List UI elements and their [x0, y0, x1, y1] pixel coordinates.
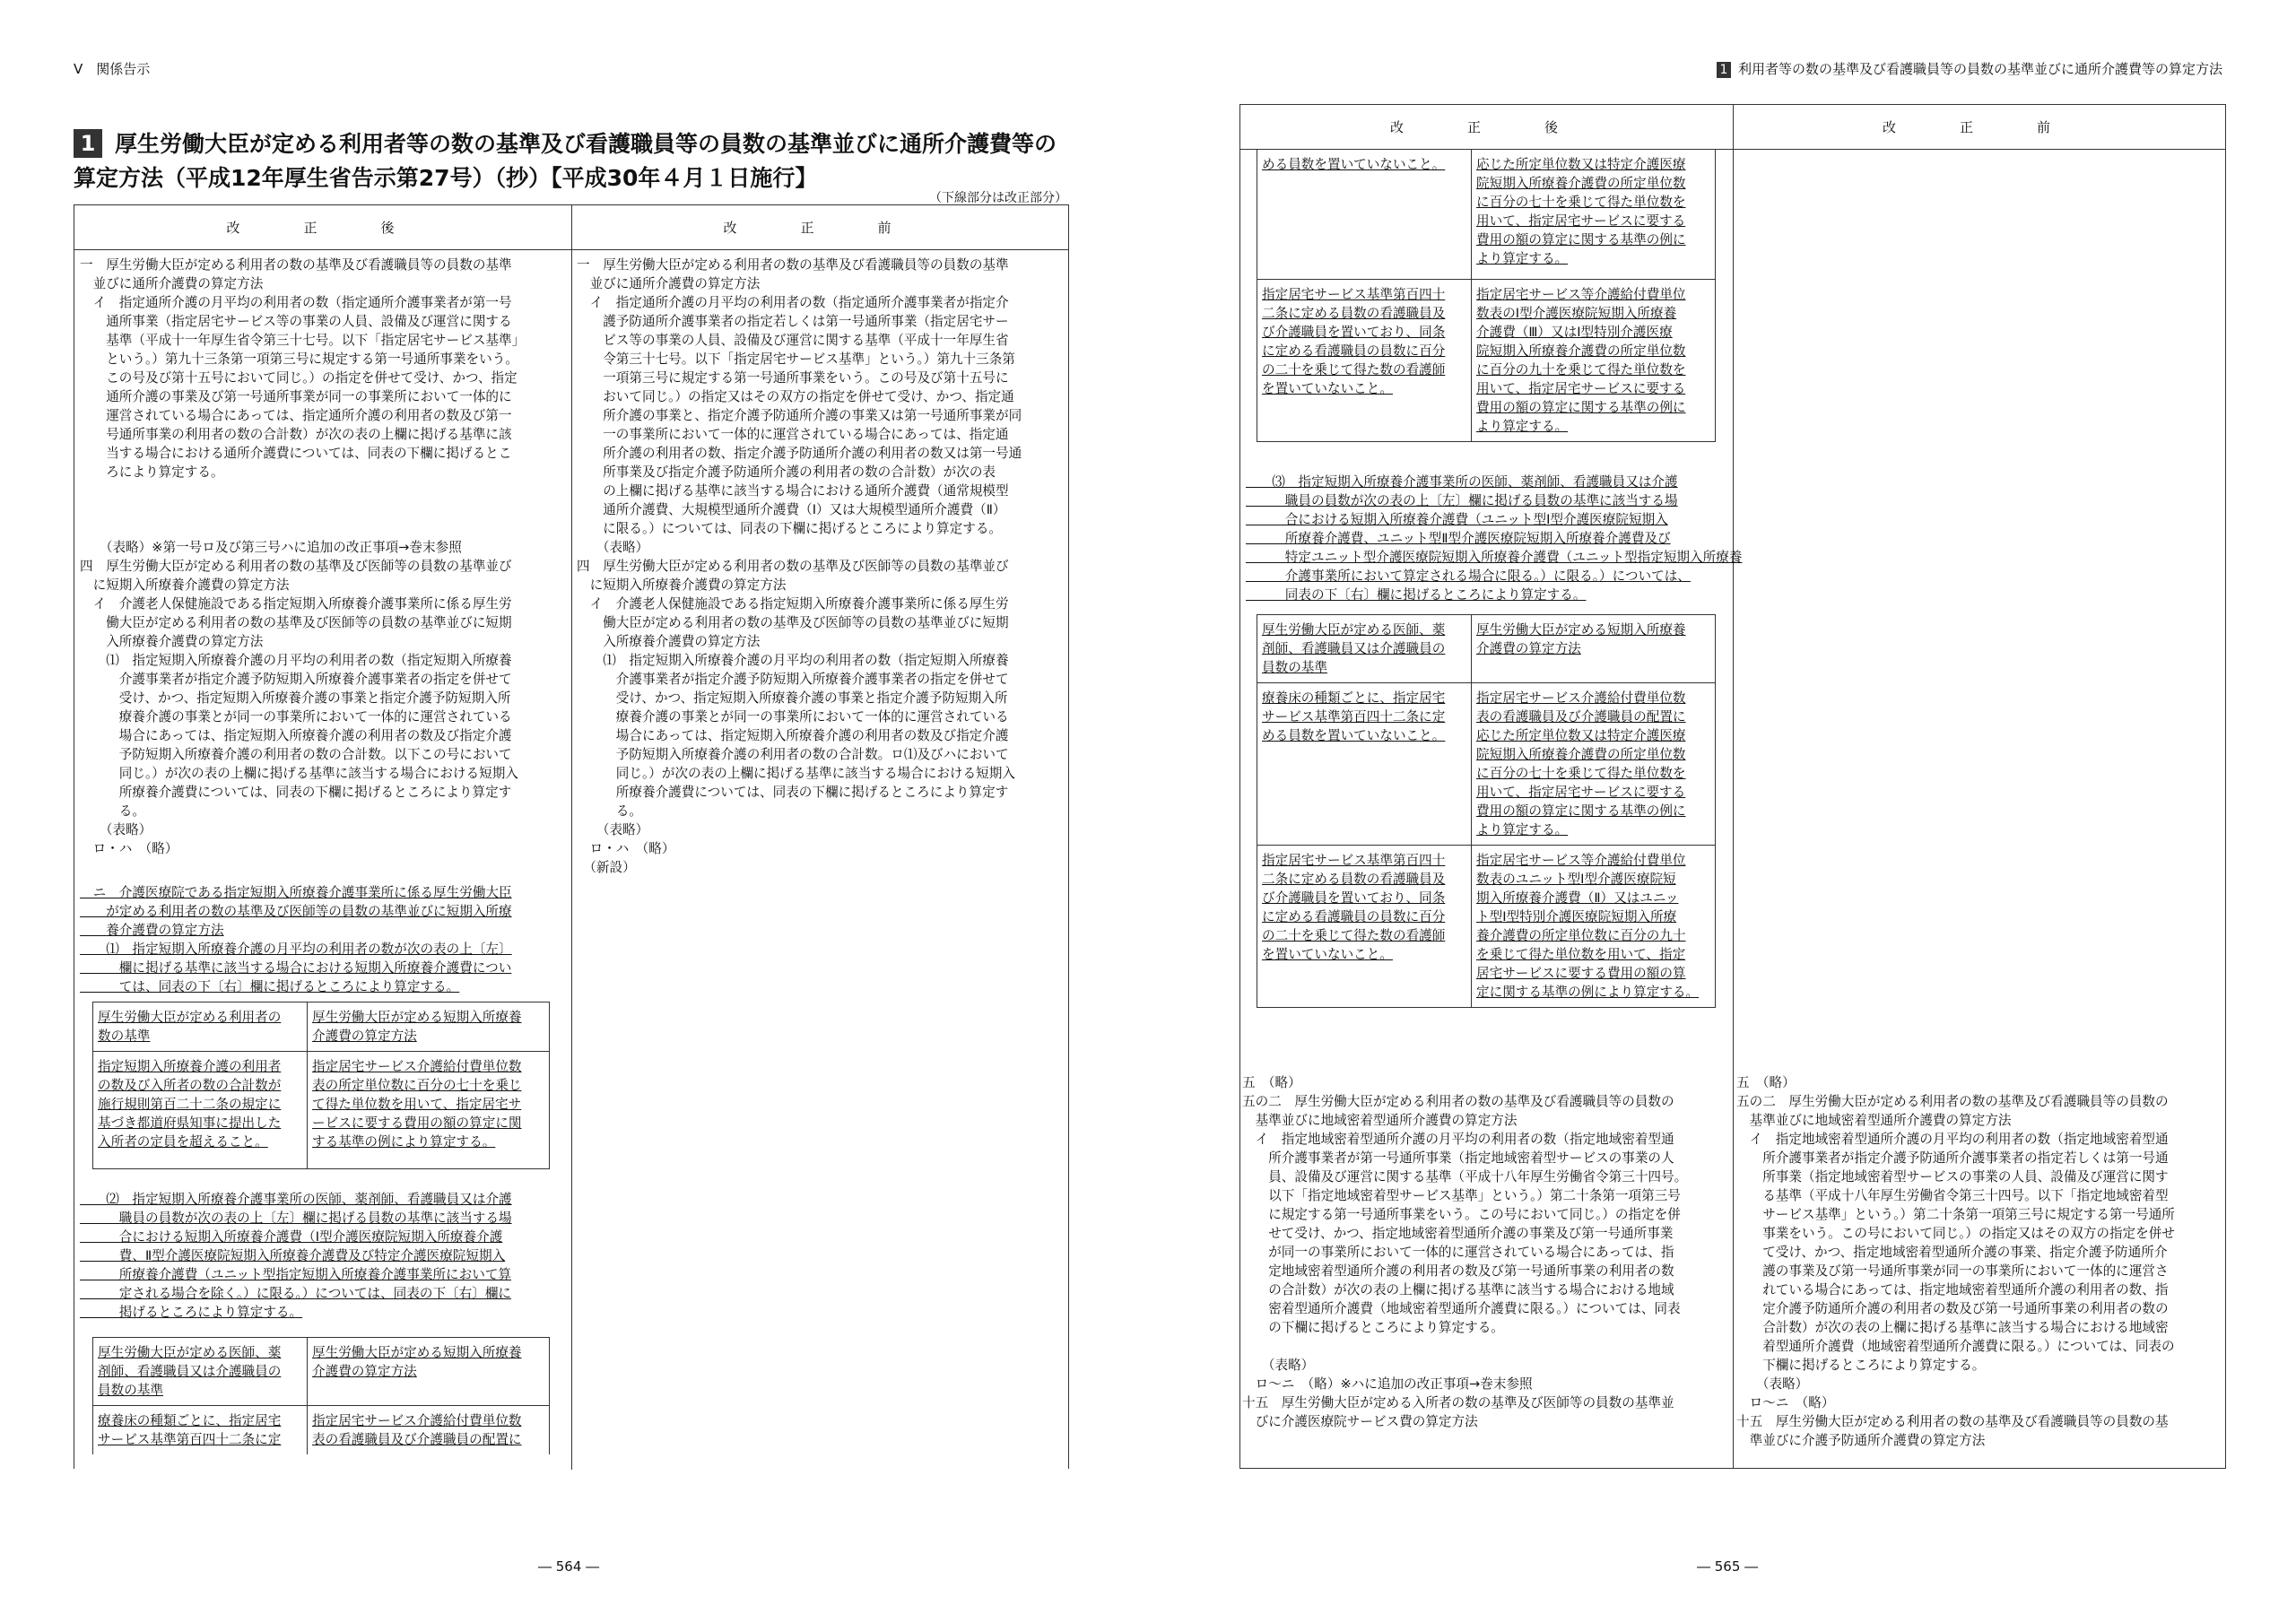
table-cell: 厚生労働大臣が定める短期入所療養 介護費の算定方法 [308, 1338, 550, 1406]
table-cell: める員数を置いていないこと。 [1257, 150, 1472, 280]
table-cell: 厚生労働大臣が定める医師、薬 剤師、看護職員又は介護職員の 員数の基準 [93, 1338, 308, 1406]
col-header-before: 改 正 前 [1733, 105, 2225, 150]
after-table-continued [1257, 150, 1716, 442]
running-header-right [1711, 59, 2222, 78]
table-cell: 指定居宅サービス基準第百四十 二条に定める員数の看護職員及 び介護職員を置いており、同条 に定める看護職員の員数に百分 の二十を乗じて得た数の看護師 を置いていないこと。 [1257, 280, 1472, 442]
table-cell: 指定居宅サービス介護給付費単位数 表の所定単位数に百分の七十を乗じ て得た単位数を用いて、指定居宅サ ービスに要する費用の額の算定に関 する基準の例により算定する。 [308, 1052, 550, 1169]
table-cell: 指定居宅サービス介護給付費単位数 表の看護職員及び介護職員の配置に [308, 1406, 550, 1455]
table-cell: 厚生労働大臣が定める短期入所療養 介護費の算定方法 [308, 1002, 550, 1052]
after-text-3: ⑵ 指定短期入所療養介護事業所の医師、薬剤師、看護職員又は介護 職員の員数が次の表の上〔左〕欄に掲げる員数の基準に該当する場 合における短期入所療養介護費（Ⅰ型介護医療院短期入所療養介護 費、Ⅱ型介護医療院短期入所療養介護費及び特定介護医療院短期入 所療養介護費（ユニット型指定短期入所療養介護事業所において算 定される場合を除く。）に限る。）については、同表の下〔右〕欄に 掲げるところにより算定する。 [106, 1192, 512, 1320]
table-cell: 指定居宅サービス等介護給付費単位 数表のⅠ型介護医療院短期入所療養 介護費（Ⅲ）又はⅠ型特別介護医療 院短期入所療養介護費の所定単位数 に百分の九十を乗じて得た単位数を 用いて、指定居宅サービスに要する 費用の額の算定に関する基準の例に より算定する。 [1472, 280, 1716, 442]
table-cell: 厚生労働大臣が定める医師、薬 剤師、看護職員又は介護職員の 員数の基準 [1257, 615, 1472, 683]
table-cell: 指定短期入所療養介護の利用者 の数及び入所者の数の合計数が 施行規則第百二十二条の規定に 基づき都道府県知事に提出した 入所者の定員を超えること。 [93, 1052, 308, 1169]
after-text-bottom: 五 （略） 五の二 厚生労働大臣が定める利用者の数の基準及び看護職員等の員数の 基準並びに地域密着型通所介護費の算定方法 イ 指定地域密着型通所介護の月平均の利用者の数（指定地域密着型通 所介護事業者が第一号通所事業（指定地域密着型サービスの事業の人 員、設備及び運営に関する基準（平成十八年厚生労働省令第三十四号。 以下「指定地域密着型サービス基準」という。）第二十条第一項第三号 に規定する第一号通所事業をいう。この号において同じ。）の指定を併 せて受け、かつ、指定地域密着型通所介護の事業及び第一号通所事業 が同一の事業所において一体的に運営されている場合にあっては、指 定地域密着型通所介護の利用者の数及び第一号通所事業の利用者の数 の合計数）が次の表の上欄に掲げる基準に該当する場合における地域 密着型通所介護費（地域密着型通所介護費に限る。）については、同表 の下欄に掲げるところにより算定する。 （表略） ロ～ニ （略）※ハに追加の改正事項→巻末参照 十五 厚生労働大臣が定める入所者の数の基準及び医師等の員数の基準並 びに介護医療院サービス費の算定方法 [1242, 1075, 1688, 1429]
document-title [74, 127, 1069, 195]
after-text-1: 一 厚生労働大臣が定める利用者の数の基準及び看護職員等の員数の基準 並びに通所介護費の算定方法 イ 指定通所介護の月平均の利用者の数（指定通所介護事業者が第一号 通所事業（指定居宅サービス等の事業の人員、設備及び運営に関する 基準（平成十一年厚生省令第三十七号。以下「指定居宅サービス基準」 という。）第九十三条第一項第三号に規定する第一号通所事業をいう。 この号及び第十五号において同じ。）の指定を併せて受け、かつ、指定 通所介護の事業及び第一号通所事業が同一の事業所において一体的に 運営されている場合にあっては、指定通所介護の利用者の数及び第一 号通所事業の利用者の数の合計数）が次の表の上欄に掲げる基準に該 当する場合における通所介護費については、同表の下欄に掲げるとこ ろにより算定する。 （表略）※第一号ロ及び第三号ハに追加の改正事項→巻末参照 四 厚生労働大臣が定める利用者の数の基準及び医師等の員数の基準並び に短期入所療養介護費の算定方法 イ 介護老人保健施設である指定短期入所療養介護事業所に係る厚生労 働大臣が定める利用者の数の基準及び医師等の員数の基準並びに短期 入所療養介護費の算定方法 ⑴ 指定短期入所療養介護の月平均の利用者の数（指定短期入所療養 介護事業者が指定介護予防短期入所療養介護事業者の指定を併せて 受け、かつ、指定短期入所療養介護の事業と指定介護予防短期入所 療養介護の事業とが同一の事業所において一体的に運営されている 場合にあっては、指定短期入所療養介護の利用者の数及び指定介護 予防短期入所療養介護の利用者の数の合計数。以下この号において 同じ。）が次の表の上欄に掲げる基準に該当する場合における短期入 所療養介護費については、同表の下欄に掲げるところにより算定す る。 （表略） ロ・ハ （略） [80, 257, 526, 856]
after-text-item-3: ⑶ 指定短期入所療養介護事業所の医師、薬剤師、看護職員又は介護 職員の員数が次の表の上〔左〕欄に掲げる員数の基準に該当する場 合における短期入所療養介護費（ユニット型Ⅰ型介護医療院短期入 所療養介護費、ユニット型Ⅱ型介護医療院短期入所療養介護費及び 特定ユニット型介護医療院短期入所療養介護費（ユニット型指定短期入所療養 介護事業所において算定される場合に限る。）に限る。）については、 同表の下〔右〕欄に掲げるところにより算定する。 [1272, 474, 1743, 603]
section-number-badge-small: 1 [1717, 62, 1731, 78]
table-cell: 厚生労働大臣が定める短期入所療養 介護費の算定方法 [1472, 615, 1716, 683]
after-text-2: ニ 介護医療院である指定短期入所療養介護事業所に係る厚生労働大臣 が定める利用者の数の基準及び医師等の員数の基準並びに短期入所療 養介護費の算定方法 ⑴ 指定短期入所療養介護の月平均の利用者の数が次の表の上〔左〕 欄に掲げる基準に該当する場合における短期入所療養介護費につい ては、同表の下〔右〕欄に掲げるところにより算定する。 [92, 885, 512, 994]
underline-note: （下線部分は改正部分） [929, 191, 1067, 205]
before-text-1: 一 厚生労働大臣が定める利用者の数の基準及び看護職員等の員数の基準 並びに通所介護費の算定方法 イ 指定通所介護の月平均の利用者の数（指定通所介護事業者が指定介 護予防通所介護事業者の指定若しくは第一号通所事業（指定居宅サー ビス等の事業の人員、設備及び運営に関する基準（平成十一年厚生省 令第三十七号。以下「指定居宅サービス基準」という。）第九十三条第 一項第三号に規定する第一号通所事業をいう。この号及び第十五号に おいて同じ。）の指定又はその双方の指定を併せて受け、かつ、指定通 所介護の事業と、指定介護予防通所介護の事業又は第一号通所事業が同 一の事業所において一体的に運営されている場合にあっては、指定通 所介護の利用者の数、指定介護予防通所介護の利用者の数又は第一号通 所事業及び指定介護予防通所介護の利用者の数の合計数）が次の表 の上欄に掲げる基準に該当する場合における通所介護費（通常規模型 通所介護費、大規模型通所介護費（Ⅰ）又は大規模型通所介護費（Ⅱ） に限る。）については、同表の下欄に掲げるところにより算定する。 （表略） 四 厚生労働大臣が定める利用者の数の基準及び医師等の員数の基準並び に短期入所療養介護費の算定方法 イ 介護老人保健施設である指定短期入所療養介護事業所に係る厚生労 働大臣が定める利用者の数の基準及び医師等の員数の基準並びに短期 入所療養介護費の算定方法 ⑴ 指定短期入所療養介護の月平均の利用者の数（指定短期入所療養 介護事業者が指定介護予防短期入所療養介護事業者の指定を併せて 受け、かつ、指定短期入所療養介護の事業と指定介護予防短期入所 療養介護の事業とが同一の事業所において一体的に運営されている 場合にあっては、指定短期入所療養介護の利用者の数及び指定介護 予防短期入所療養介護の利用者の数の合計数。ロ⑴及びハにおいて 同じ。）が次の表の上欄に掲げる基準に該当する場合における短期入 所療養介護費については、同表の下欄に掲げるところにより算定す る。 （表略） ロ・ハ （略） （新設） [577, 257, 1022, 875]
table-cell: 療養床の種類ごとに、指定居宅 サービス基準第百四十二条に定 める員数を置いていないこと。 [1257, 683, 1472, 846]
after-table-3 [1257, 614, 1716, 1008]
table-cell: 厚生労働大臣が定める利用者の 数の基準 [93, 1002, 308, 1052]
running-header-text: 利用者等の数の基準及び看護職員等の員数の基準並びに通所介護費等の算定方法 [1737, 61, 2222, 77]
comparison-table-left [74, 204, 1069, 1469]
table-cell: 応じた所定単位数又は特定介護医療 院短期入所療養介護費の所定単位数 に百分の七十を乗じて得た単位数を 用いて、指定居宅サービスに要する 費用の額の算定に関する基準の例に より算定する。 [1472, 150, 1716, 280]
before-text-bottom: 五 （略） 五の二 厚生労働大臣が定める利用者の数の基準及び看護職員等の員数の 基準並びに地域密着型通所介護費の算定方法 イ 指定地域密着型通所介護の月平均の利用者の数（指定地域密着型通 所介護事業者が指定介護予防通所介護事業者の指定若しくは第一号通 所事業（指定地域密着型サービスの事業の人員、設備及び運営に関す る基準（平成十八年厚生労働省令第三十四号。以下「指定地域密着型 サービス基準」という。）第二十条第一項第三号に規定する第一号通所 事業をいう。この号において同じ。）の指定又はその双方の指定を併せ て受け、かつ、指定地域密着型通所介護の事業、指定介護予防通所介 護の事業及び第一号通所事業が同一の事業所において一体的に運営さ れている場合にあっては、指定地域密着型通所介護の利用者の数、指 定介護予防通所介護の利用者の数及び第一号通所事業の利用者の数の 合計数）が次の表の上欄に掲げる基準に該当する場合における地域密 着型通所介護費（地域密着型通所介護費に限る。）については、同表の 下欄に掲げるところにより算定する。 （表略） ロ～ニ （略） 十五 厚生労働大臣が定める利用者の数の基準及び看護職員等の員数の基 準並びに介護予防通所介護費の算定方法 [1736, 1075, 2175, 1448]
comparison-table-right [1239, 104, 2226, 1469]
after-table-2 [92, 1337, 550, 1454]
table-cell: 指定居宅サービス基準第百四十 二条に定める員数の看護職員及 び介護職員を置いており、同条 に定める看護職員の員数に百分 の二十を乗じて得た数の看護師 を置いていないこと。 [1257, 846, 1472, 1008]
section-number-badge: 1 [74, 129, 102, 158]
table-cell: 療養床の種類ごとに、指定居宅 サービス基準第百四十二条に定 [93, 1406, 308, 1455]
table-cell: 指定居宅サービス等介護給付費単位 数表のユニット型Ⅰ型介護医療院短 期入所療養介護費（Ⅱ）又はユニッ ト型Ⅰ型特別介護医療院短期入所療 養介護費の所定単位数に百分の九十 を乗じて得た単位数を用いて、指定 居宅サービスに要する費用の額の算 定に関する基準の例により算定する。 [1472, 846, 1716, 1008]
running-header-left: Ⅴ 関係告示 [74, 61, 151, 77]
col-header-after: 改 正 後 [1240, 105, 1733, 150]
title-line-1: 厚生労働大臣が定める利用者等の数の基準及び看護職員等の員数の基準並びに通所介護費等の [115, 131, 1057, 157]
title-line-2: 算定方法（平成12年厚生省告示第27号）（抄）【平成30年４月１日施行】 [74, 165, 818, 191]
col-header-before: 改 正 前 [571, 205, 1068, 250]
table-cell: 指定居宅サービス介護給付費単位数 表の看護職員及び介護職員の配置に 応じた所定単位数又は特定介護医療 院短期入所療養介護費の所定単位数 に百分の七十を乗じて得た単位数を 用いて、指定居宅サービスに要する 費用の額の算定に関する基準の例に より算定する。 [1472, 683, 1716, 846]
col-header-after: 改 正 後 [74, 205, 571, 250]
page-number-left: ― 564 ― [538, 1558, 600, 1575]
page-number-right: ― 565 ― [1697, 1558, 1759, 1575]
after-table-1 [92, 1002, 550, 1169]
